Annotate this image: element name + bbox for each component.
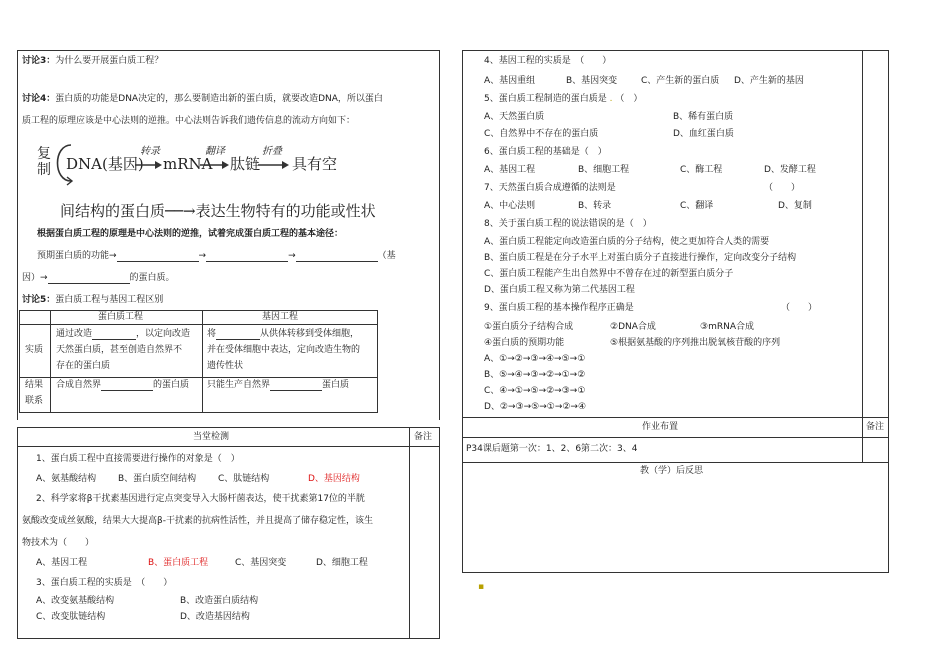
row-label-relation: 联系 bbox=[25, 396, 44, 406]
q1-option-b: B、蛋白质空间结构 bbox=[118, 474, 197, 484]
question-2-line2: 氨酸改变成丝氨酸，结果大大提高β-干扰素的抗病性活性，并且提高了储存稳定性，该生 bbox=[22, 516, 373, 526]
protein-essence-line3: 存在的蛋白质 bbox=[56, 361, 111, 371]
question-4: 4、基因工程的实质是 （ ） bbox=[484, 56, 612, 66]
gene-result: 只能生产自然界 蛋白质 bbox=[207, 380, 350, 390]
question-2-line3: 物技术为（ ） bbox=[22, 538, 95, 548]
gene-essence-line2: 并在受体细胞中表达，定向改造生物的 bbox=[207, 345, 361, 355]
q7-option-c: C、翻译 bbox=[680, 201, 714, 211]
q3-option-b: B、改造蛋白质结构 bbox=[180, 596, 259, 606]
homework-top-rule bbox=[462, 417, 889, 418]
q1-option-a: A、氨基酸结构 bbox=[36, 474, 97, 484]
q1-option-d: D、基因结构 bbox=[308, 474, 360, 484]
homework-note-label: 备注 bbox=[866, 422, 885, 432]
q2-option-a: A、基因工程 bbox=[36, 558, 88, 568]
q4-option-a: A、基因重组 bbox=[484, 76, 536, 86]
q9-step-1: ①蛋白质分子结构合成 bbox=[484, 322, 574, 332]
homework-header-rule bbox=[462, 437, 889, 438]
replication-label: 复制 bbox=[37, 146, 51, 178]
q5-option-c: C、自然界中不存在的蛋白质 bbox=[484, 129, 599, 139]
q2-option-d: D、细胞工程 bbox=[316, 558, 368, 568]
q8-option-b: B、蛋白质工程是在分子水平上对蛋白质分子直接进行操作，定向改变分子结构 bbox=[484, 253, 797, 263]
folding-arrow bbox=[258, 160, 290, 170]
q9-option-b: B、⑤→④→③→②→①→② bbox=[484, 370, 586, 380]
test-header-rule bbox=[17, 446, 440, 447]
protein-result: 合成自然界 的蛋白质 bbox=[56, 380, 190, 390]
diagram-line-2: 间结构的蛋白质──→表达生物特有的功能或性状 bbox=[60, 202, 376, 220]
question-3: 3、蛋白质工程的实质是 （ ） bbox=[36, 578, 173, 588]
q5-option-d: D、血红蛋白质 bbox=[673, 129, 734, 139]
q1-option-c: C、肽链结构 bbox=[218, 474, 270, 484]
table-col-rule-2 bbox=[202, 310, 203, 413]
q9-step-3: ③mRNA合成 bbox=[700, 322, 754, 332]
reflection-title: 教（学）后反思 bbox=[640, 466, 704, 476]
q2-option-b: B、蛋白质工程 bbox=[148, 558, 209, 568]
protein-essence-line2: 天然蛋白质，甚至创造自然界不 bbox=[56, 345, 183, 355]
q9-option-a: A、①→②→③→④→⑤→① bbox=[484, 354, 586, 364]
has-spatial-label: 具有空 bbox=[292, 155, 338, 173]
pathway-line-1: 预期蛋白质的功能→ → → （基 bbox=[37, 251, 396, 261]
question-9: 9、蛋白质工程的基本操作程序正确是 bbox=[484, 303, 634, 313]
translation-arrow bbox=[200, 160, 230, 170]
table-header-gene: 基因工程 bbox=[262, 312, 299, 322]
q6-option-b: B、细胞工程 bbox=[578, 165, 630, 175]
gene-essence-line3: 遗传性状 bbox=[207, 361, 244, 371]
table-col-rule-1 bbox=[50, 310, 51, 413]
q3-option-d: D、改造基因结构 bbox=[180, 612, 250, 622]
translation-label: 翻译 bbox=[205, 146, 225, 157]
question-9-bracket: （ ） bbox=[781, 303, 818, 313]
question-7-bracket: （ ） bbox=[764, 183, 801, 193]
q8-option-a: A、蛋白质工程能定向改造蛋白质的分子结构，使之更加符合人类的需要 bbox=[484, 237, 770, 247]
q9-step-2: ②DNA合成 bbox=[610, 322, 656, 332]
q4-option-d: D、产生新的基因 bbox=[734, 76, 804, 86]
protein-essence-line1: 通过改造 ，以定向改造 bbox=[56, 329, 191, 339]
row-label-result: 结果 bbox=[25, 380, 44, 390]
transcription-label: 转录 bbox=[140, 146, 160, 157]
q4-option-c: C、产生新的蛋白质 bbox=[641, 76, 720, 86]
right-frame-left bbox=[462, 50, 463, 572]
q9-step-4: ④蛋白质的预期功能 bbox=[484, 338, 565, 348]
question-8: 8、关于蛋白质工程的说法错误的是（ ） bbox=[484, 219, 652, 229]
discussion-4-line1: 讨论4：蛋白质的功能是DNA决定的，那么要制造出新的蛋白质，就要改造DNA，所以蛋白 bbox=[22, 94, 383, 104]
test-note-label: 备注 bbox=[414, 432, 433, 442]
q9-option-d: D、②→③→⑤→①→②→④ bbox=[484, 402, 587, 412]
discussion-4-line2: 质工程的原理应该是中心法则的逆推。中心法则告诉我们遗传信息的流动方向如下： bbox=[22, 116, 356, 126]
question-2-line1: 2、科学家将β干扰素基因进行定点突变导入大肠杆菌表达，使干扰素第17位的半胱 bbox=[36, 494, 365, 504]
basis-instruction: 根据蛋白质工程的原理是中心法则的逆推，试着完成蛋白质工程的基本途径： bbox=[37, 229, 344, 239]
table-header-protein: 蛋白质工程 bbox=[98, 312, 144, 322]
q5-option-b: B、稀有蛋白质 bbox=[673, 112, 734, 122]
folding-label: 折叠 bbox=[262, 146, 282, 157]
discussion-5: 讨论5：蛋白质工程与基因工程区别 bbox=[22, 295, 164, 305]
question-7: 7、天然蛋白质合成遵循的法则是 bbox=[484, 183, 616, 193]
q9-step-5: ⑤根据氨基酸的序列推出脱氧核苷酸的序列 bbox=[610, 338, 781, 348]
mrna-label: mRNA bbox=[163, 155, 213, 173]
left-frame-left bbox=[17, 50, 18, 420]
right-frame-bottom bbox=[462, 572, 889, 573]
q8-option-c: C、蛋白质工程能产生出自然界中不曾存在过的新型蛋白质分子 bbox=[484, 269, 734, 279]
peptide-label: 肽链 bbox=[230, 155, 261, 173]
q3-option-a: A、改变氨基酸结构 bbox=[36, 596, 115, 606]
table-header-rule bbox=[19, 324, 378, 325]
gene-essence-line1: 将 从供体转移到受体细胞， bbox=[207, 329, 360, 339]
question-1: 1、蛋白质工程中直接需要进行操作的对象是（ ） bbox=[36, 454, 240, 464]
left-frame-top bbox=[17, 50, 440, 51]
dna-gene-label: DNA(基因) bbox=[66, 155, 144, 173]
reflection-top-rule bbox=[462, 462, 889, 463]
homework-text: P34课后题第一次：1、2、6第二次：3、4 bbox=[466, 444, 638, 454]
q2-option-c: C、基因突变 bbox=[235, 558, 287, 568]
q5-option-a: A、天然蛋白质 bbox=[484, 112, 545, 122]
q8-option-d: D、蛋白质工程又称为第二代基因工程 bbox=[484, 285, 635, 295]
q7-option-d: D、复制 bbox=[778, 201, 812, 211]
right-frame-right bbox=[888, 50, 889, 572]
stray-mark: ▪ bbox=[478, 582, 485, 592]
q6-option-c: C、酶工程 bbox=[680, 165, 723, 175]
q4-option-b: B、基因突变 bbox=[566, 76, 618, 86]
homework-note-rule bbox=[862, 417, 863, 462]
q7-option-a: A、中心法则 bbox=[484, 201, 536, 211]
q6-option-a: A、基因工程 bbox=[484, 165, 536, 175]
q6-option-d: D、发酵工程 bbox=[764, 165, 816, 175]
q3-option-c: C、改变肽链结构 bbox=[36, 612, 106, 622]
q7-option-b: B、转录 bbox=[578, 201, 612, 211]
test-note-rule bbox=[409, 427, 410, 639]
test-section-title: 当堂检测 bbox=[193, 432, 230, 442]
right-note-column-rule bbox=[862, 50, 863, 417]
table-row-rule bbox=[19, 377, 378, 378]
left-frame-right bbox=[439, 50, 440, 420]
discussion-3: 讨论3：为什么要开展蛋白质工程？ bbox=[22, 56, 164, 66]
transcription-arrow bbox=[135, 160, 163, 170]
q9-option-c: C、④→①→⑤→②→③→① bbox=[484, 386, 586, 396]
right-frame-top bbox=[462, 50, 889, 51]
pathway-line-2: 因）→ 的蛋白质。 bbox=[22, 273, 175, 283]
question-5: 5、蛋白质工程制造的蛋白质是 . （ ） bbox=[484, 94, 643, 104]
question-6: 6、蛋白质工程的基础是（ ） bbox=[484, 147, 607, 157]
homework-title: 作业布置 bbox=[642, 422, 679, 432]
row-label-essence: 实质 bbox=[25, 345, 44, 355]
